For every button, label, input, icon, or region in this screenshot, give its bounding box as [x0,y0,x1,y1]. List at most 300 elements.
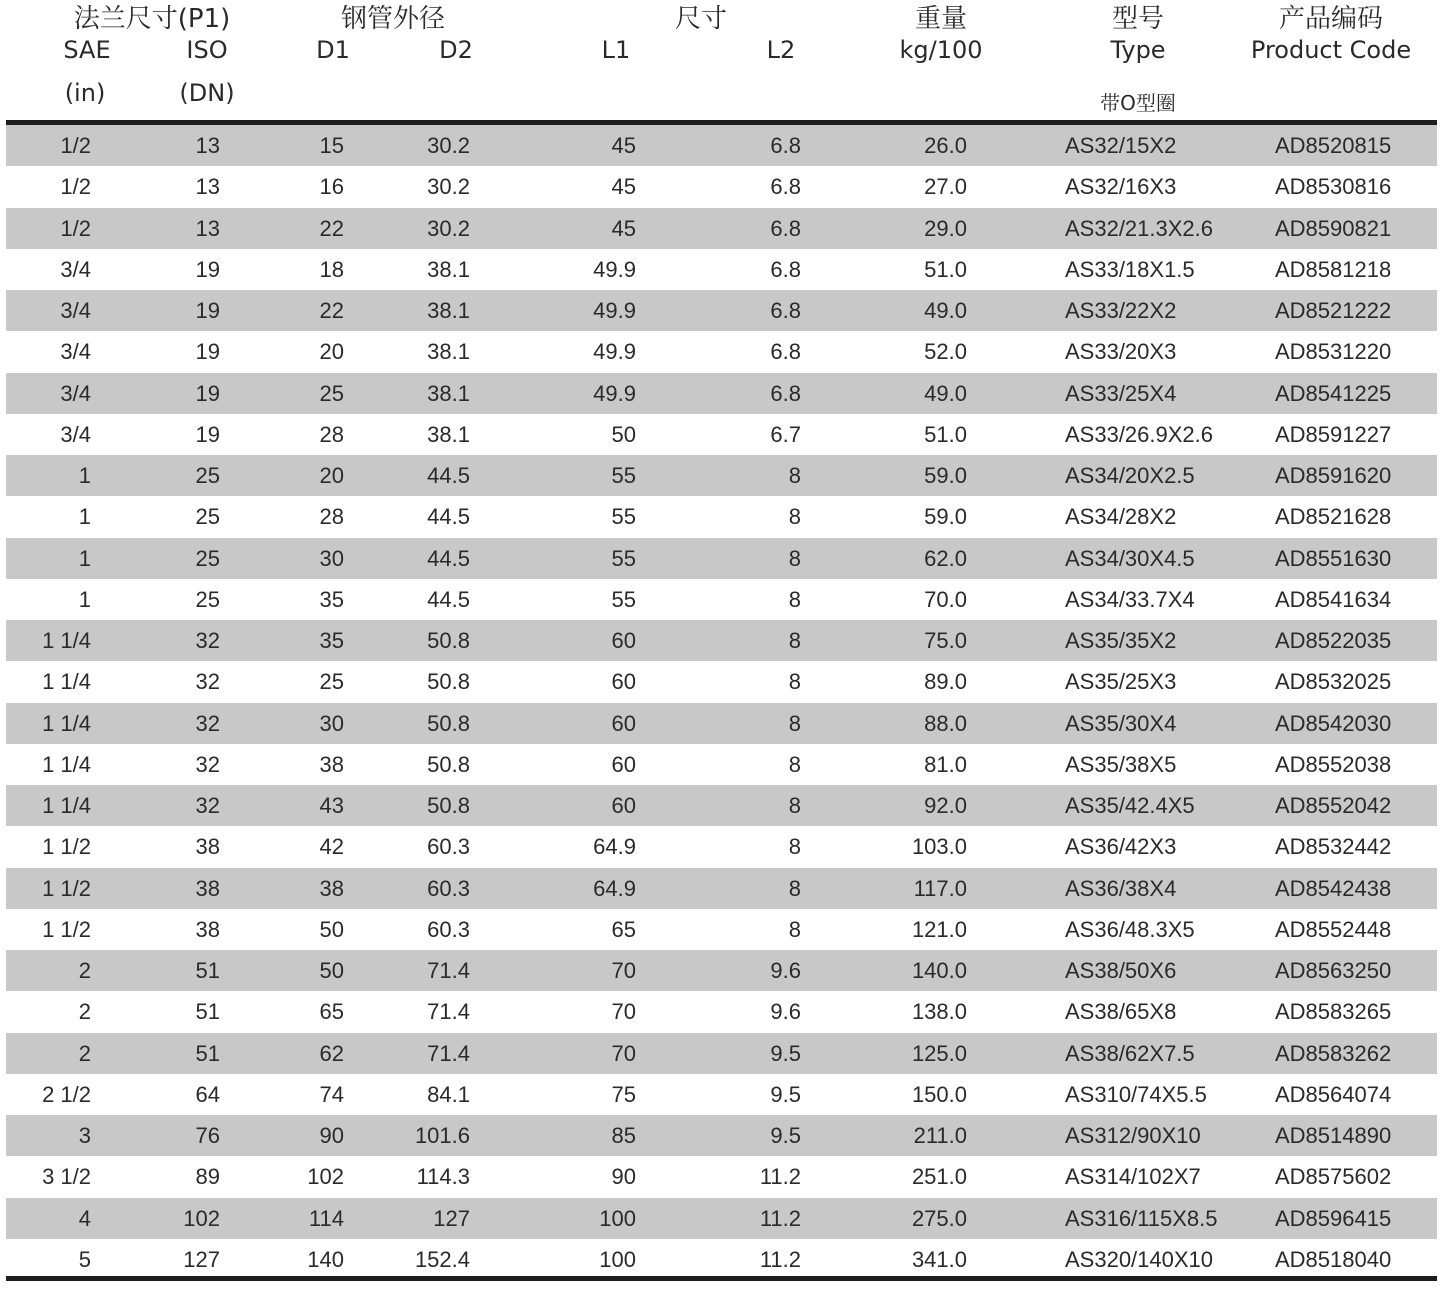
cell-iso: 51 [195,999,220,1025]
cell-code: AD8522035 [1275,628,1392,653]
cell-d2: 71.4 [427,999,470,1025]
cell-code: AD8520815 [1275,133,1392,158]
cell-d2: 60.3 [427,834,470,860]
cell-type: AS310/74X5.5 [1065,1081,1207,1107]
cell-d2: 114.3 [416,1164,470,1190]
cell-d1: 25 [319,380,344,406]
cell-d1: 65 [319,999,344,1025]
cell-iso: 127 [183,1246,220,1272]
cell-sae: 5 [78,1246,91,1272]
cell-d1: 114 [308,1205,344,1231]
cell-iso: 38 [195,916,220,942]
table-row [6,125,1437,166]
cell-sae: 3 1/2 [42,1164,91,1190]
cell-l2: 8 [788,545,801,571]
cell-iso: 102 [183,1205,220,1231]
table-row [6,1156,1437,1197]
cell-l1: 49.9 [593,256,636,282]
cell-weight: 341.0 [911,1246,967,1272]
table-row [6,208,1437,249]
cell-type: AS35/38X5 [1065,751,1177,777]
cell-weight: 150.0 [911,1081,967,1107]
cell-weight: 138.0 [911,999,967,1025]
cell-l1: 55 [611,504,636,530]
cell-code: AD8532442 [1275,834,1392,860]
cell-weight: 27.0 [924,174,967,200]
cell-iso: 25 [195,545,220,571]
cell-type: AS36/48.3X5 [1065,916,1195,942]
cell-l2: 9.6 [770,958,801,983]
cell-l2: 6.8 [770,133,801,158]
cell-sae: 1 [78,586,91,612]
cell-weight: 81.0 [924,751,967,777]
cell-iso: 32 [195,710,220,736]
cell-l1: 70 [611,1040,636,1066]
table-row [6,826,1437,867]
cell-code: AD8591620 [1275,463,1392,488]
cell-d1: 18 [319,256,344,282]
header-type-cn: 型号 [1111,4,1165,34]
header-iso: ISO [186,36,228,64]
cell-type: AS35/30X4 [1065,710,1177,736]
header-code-cn: 产品编码 [1278,4,1384,34]
cell-type: AS314/102X7 [1065,1164,1201,1190]
cell-l1: 60 [611,751,636,777]
cell-sae: 1/2 [60,133,91,158]
cell-d1: 30 [319,545,344,571]
cell-code: AD8542030 [1275,710,1392,736]
cell-d1: 22 [319,215,344,241]
cell-type: AS33/25X4 [1065,380,1177,406]
cell-weight: 75.0 [924,628,967,653]
cell-type: AS38/65X8 [1065,999,1177,1025]
cell-d1: 35 [319,586,344,612]
cell-d2: 38.1 [427,298,470,323]
cell-d1: 35 [319,628,344,653]
cell-weight: 51.0 [924,256,967,282]
table-row [6,950,1437,991]
cell-l1: 55 [611,586,636,612]
cell-d2: 44.5 [427,586,470,612]
cell-l2: 6.8 [770,339,801,365]
cell-l1: 90 [611,1164,636,1190]
cell-l1: 70 [611,958,636,983]
cell-l2: 8 [788,793,801,818]
cell-iso: 32 [195,669,220,695]
cell-l1: 60 [611,793,636,818]
cell-d2: 38.1 [427,380,470,406]
cell-iso: 32 [195,751,220,777]
header-sae-unit: (in) [64,79,106,107]
cell-weight: 92.0 [924,793,967,818]
cell-sae: 1/2 [60,174,91,200]
cell-weight: 88.0 [924,710,967,736]
cell-weight: 89.0 [924,669,967,695]
cell-d2: 84.1 [427,1081,470,1107]
cell-l2: 8 [788,834,801,860]
cell-l2: 6.8 [770,380,801,406]
cell-iso: 19 [195,298,220,323]
cell-l2: 6.8 [770,256,801,282]
cell-code: AD8541634 [1275,586,1392,612]
cell-d2: 38.1 [427,339,470,365]
cell-sae: 1/2 [60,215,91,241]
cell-d1: 102 [307,1164,344,1190]
cell-sae: 1 1/4 [42,669,91,695]
cell-type: AS33/26.9X2.6 [1065,421,1214,447]
cell-d1: 62 [319,1040,344,1066]
cell-sae: 1 [78,545,91,571]
cell-d2: 50.8 [427,628,470,653]
header-sae: SAE [63,36,111,64]
cell-l1: 100 [599,1205,636,1231]
cell-d2: 50.8 [427,793,470,818]
cell-iso: 38 [195,875,220,901]
cell-iso: 13 [195,133,220,158]
cell-sae: 1 1/4 [42,710,91,736]
cell-sae: 3/4 [60,256,91,282]
cell-code: AD8542438 [1275,875,1392,901]
cell-type: AS38/62X7.5 [1065,1040,1195,1066]
cell-d2: 127 [433,1205,470,1231]
header-dimension: 尺寸 [674,4,728,34]
cell-sae: 1 [78,504,91,530]
header-type-en: Type [1110,36,1166,64]
table-row [6,785,1437,826]
cell-weight: 275.0 [911,1205,967,1231]
cell-iso: 19 [195,256,220,282]
cell-iso: 25 [195,586,220,612]
table-row [6,661,1437,702]
cell-l1: 45 [611,133,636,158]
table-row [6,331,1437,372]
cell-d2: 44.5 [427,504,470,530]
cell-type: AS34/30X4.5 [1065,545,1195,571]
cell-code: AD8518040 [1275,1246,1392,1272]
cell-l2: 8 [788,875,801,901]
cell-type: AS34/28X2 [1065,504,1177,530]
cell-iso: 32 [195,628,220,653]
cell-weight: 211.0 [913,1123,967,1148]
cell-iso: 13 [195,174,220,200]
header-l2: L2 [766,36,796,64]
cell-d1: 50 [319,916,344,942]
cell-l1: 49.9 [593,298,636,323]
cell-d2: 30.2 [427,174,470,200]
cell-l1: 60 [611,669,636,695]
cell-code: AD8514890 [1275,1123,1392,1148]
header-pipe-od: 钢管外径 [340,4,446,34]
cell-l1: 85 [611,1123,636,1148]
cell-d1: 42 [319,834,344,860]
cell-l2: 8 [788,916,801,942]
cell-d2: 50.8 [427,710,470,736]
cell-d2: 60.3 [427,875,470,901]
cell-sae: 2 [78,958,91,983]
cell-l2: 8 [788,463,801,488]
cell-l2: 6.8 [770,215,801,241]
cell-sae: 1 1/4 [42,628,91,653]
cell-d1: 74 [319,1081,344,1107]
cell-l2: 6.7 [770,421,801,447]
header-weight: 重量 [914,4,968,34]
cell-type: AS35/35X2 [1065,628,1177,653]
table-row [6,579,1437,620]
cell-d2: 50.8 [427,751,470,777]
cell-sae: 3/4 [60,298,91,323]
cell-weight: 251.0 [911,1164,967,1190]
cell-weight: 117.0 [913,875,967,901]
cell-code: AD8552042 [1275,793,1392,818]
cell-l2: 8 [788,586,801,612]
cell-weight: 59.0 [924,504,967,530]
table-body [6,125,1437,1280]
cell-d1: 28 [319,504,344,530]
table-row [6,703,1437,744]
cell-l2: 11.2 [759,1164,801,1190]
cell-sae: 1 1/2 [42,916,91,942]
cell-code: AD8552448 [1275,916,1392,942]
cell-code: AD8530816 [1275,174,1392,200]
cell-l1: 70 [611,999,636,1025]
cell-sae: 3/4 [60,380,91,406]
table-row [6,496,1437,537]
header-code-en: Product Code [1250,36,1412,64]
cell-weight: 51.0 [924,421,967,447]
cell-d1: 43 [319,793,344,818]
cell-weight: 49.0 [924,380,967,406]
cell-d2: 60.3 [427,916,470,942]
cell-l1: 60 [611,628,636,653]
cell-weight: 121.0 [911,916,967,942]
cell-type: AS35/25X3 [1065,669,1177,695]
cell-d1: 20 [319,463,344,488]
cell-code: AD8583262 [1275,1040,1392,1066]
table-row [6,455,1437,496]
cell-code: AD8532025 [1275,669,1392,695]
cell-weight: 103.0 [911,834,967,860]
header-d2: D2 [439,36,473,64]
cell-type: AS32/21.3X2.6 [1065,215,1214,241]
cell-d1: 30 [319,710,344,736]
cell-l1: 55 [611,545,636,571]
cell-iso: 25 [195,504,220,530]
table-row [6,290,1437,331]
table-row [6,1074,1437,1115]
table-row [6,744,1437,785]
cell-l2: 8 [788,669,801,695]
cell-code: AD8551630 [1275,545,1392,571]
cell-code: AD8564074 [1275,1081,1392,1107]
cell-l2: 8 [788,504,801,530]
cell-sae: 1 1/2 [42,834,91,860]
cell-weight: 125.0 [911,1040,967,1066]
cell-type: AS33/22X2 [1065,298,1177,323]
cell-iso: 32 [195,793,220,818]
cell-l2: 9.5 [770,1081,801,1107]
cell-weight: 26.0 [924,133,967,158]
cell-sae: 2 [78,999,91,1025]
cell-type: AS32/15X2 [1065,133,1177,158]
cell-d1: 22 [319,298,344,323]
cell-d1: 140 [307,1246,344,1272]
cell-l1: 64.9 [593,834,636,860]
cell-iso: 19 [195,339,220,365]
cell-type: AS38/50X6 [1065,958,1177,983]
header-l1: L1 [601,36,631,64]
cell-d1: 25 [319,669,344,695]
cell-d1: 50 [319,958,344,983]
cell-l2: 11.2 [759,1205,801,1231]
cell-l1: 45 [611,215,636,241]
cell-weight: 29.0 [924,215,967,241]
cell-sae: 2 [78,1040,91,1066]
header-weight-unit: kg/100 [899,36,983,64]
cell-iso: 89 [195,1164,220,1190]
table-row [6,868,1437,909]
table-row [6,373,1437,414]
table-row [6,249,1437,290]
cell-d2: 101.6 [414,1123,470,1148]
cell-l2: 9.5 [770,1123,801,1148]
cell-l1: 55 [611,463,636,488]
cell-l1: 64.9 [593,875,636,901]
cell-code: AD8596415 [1275,1205,1392,1231]
cell-iso: 51 [195,958,220,983]
cell-l2: 9.6 [770,999,801,1025]
cell-iso: 19 [195,421,220,447]
cell-l2: 6.8 [770,174,801,200]
cell-d2: 38.1 [427,421,470,447]
cell-weight: 59.0 [924,463,967,488]
cell-type: AS32/16X3 [1065,174,1177,200]
table-row [6,909,1437,950]
cell-d2: 152.4 [414,1246,470,1272]
cell-type: AS34/33.7X4 [1065,586,1195,612]
cell-d1: 38 [319,875,344,901]
cell-d1: 15 [319,133,344,158]
cell-type: AS33/20X3 [1065,339,1177,365]
cell-weight: 140.0 [911,958,967,983]
footer-divider [6,1276,1437,1281]
table-row [6,620,1437,661]
cell-weight: 49.0 [924,298,967,323]
header-type-note: 带O型圈 [1100,91,1176,115]
cell-type: AS312/90X10 [1065,1123,1201,1148]
cell-type: AS35/42.4X5 [1065,793,1195,818]
cell-sae: 4 [78,1205,91,1231]
header-d1: D1 [316,36,350,64]
cell-code: AD8575602 [1275,1164,1392,1190]
cell-sae: 1 1/4 [42,751,91,777]
cell-l1: 100 [599,1246,636,1272]
cell-iso: 19 [195,380,220,406]
cell-sae: 3/4 [60,339,91,365]
cell-l1: 65 [611,916,636,942]
cell-l2: 8 [788,710,801,736]
cell-iso: 38 [195,834,220,860]
cell-code: AD8541225 [1275,380,1392,406]
cell-l1: 50 [611,421,636,447]
table-row [6,1033,1437,1074]
table-row [6,1198,1437,1239]
header-iso-unit: (DN) [179,79,235,107]
cell-d2: 71.4 [427,958,470,983]
cell-l1: 60 [611,710,636,736]
table-row [6,166,1437,207]
cell-weight: 62.0 [924,545,967,571]
cell-type: AS36/42X3 [1065,834,1177,860]
cell-l2: 6.8 [770,298,801,323]
cell-iso: 64 [195,1081,220,1107]
cell-code: AD8552038 [1275,751,1392,777]
cell-d2: 38.1 [427,256,470,282]
cell-l1: 49.9 [593,339,636,365]
cell-sae: 3 [78,1123,91,1148]
cell-sae: 2 1/2 [42,1081,91,1107]
cell-sae: 1 [78,463,91,488]
table-row [6,414,1437,455]
cell-sae: 1 1/2 [42,875,91,901]
cell-d1: 90 [319,1123,344,1148]
cell-sae: 3/4 [60,421,91,447]
cell-d1: 16 [319,174,344,200]
cell-code: AD8531220 [1275,339,1392,365]
cell-d2: 30.2 [427,133,470,158]
cell-type: AS36/38X4 [1065,875,1177,901]
cell-iso: 51 [195,1040,220,1066]
cell-l1: 75 [611,1081,636,1107]
cell-iso: 76 [195,1123,220,1148]
cell-d2: 30.2 [427,215,470,241]
table-row [6,991,1437,1032]
header-flange-size: 法兰尺寸(P1) [73,4,231,34]
cell-iso: 13 [195,215,220,241]
cell-type: AS316/115X8.5 [1065,1205,1218,1231]
table-row [6,1239,1437,1280]
table-row [6,538,1437,579]
cell-d2: 71.4 [427,1040,470,1066]
cell-d2: 44.5 [427,545,470,571]
cell-code: AD8591227 [1275,421,1392,447]
table-row [6,1115,1437,1156]
cell-weight: 70.0 [924,586,967,612]
cell-type: AS320/140X10 [1065,1246,1214,1272]
cell-l2: 9.5 [770,1040,801,1066]
cell-l2: 8 [788,751,801,777]
cell-d1: 28 [319,421,344,447]
cell-d2: 44.5 [427,463,470,488]
cell-d1: 38 [319,751,344,777]
cell-type: AS33/18X1.5 [1065,256,1195,282]
cell-l2: 11.2 [759,1246,801,1272]
cell-code: AD8563250 [1275,958,1392,983]
cell-code: AD8521628 [1275,504,1392,530]
cell-sae: 1 1/4 [42,793,91,818]
cell-d2: 50.8 [427,669,470,695]
cell-code: AD8583265 [1275,999,1392,1025]
cell-weight: 52.0 [924,339,967,365]
cell-code: AD8581218 [1275,256,1392,282]
cell-l1: 49.9 [593,380,636,406]
cell-l1: 45 [611,174,636,200]
cell-code: AD8521222 [1275,298,1392,323]
cell-d1: 20 [319,339,344,365]
cell-code: AD8590821 [1275,215,1392,241]
cell-iso: 25 [195,463,220,488]
cell-l2: 8 [788,628,801,653]
cell-type: AS34/20X2.5 [1065,463,1195,488]
